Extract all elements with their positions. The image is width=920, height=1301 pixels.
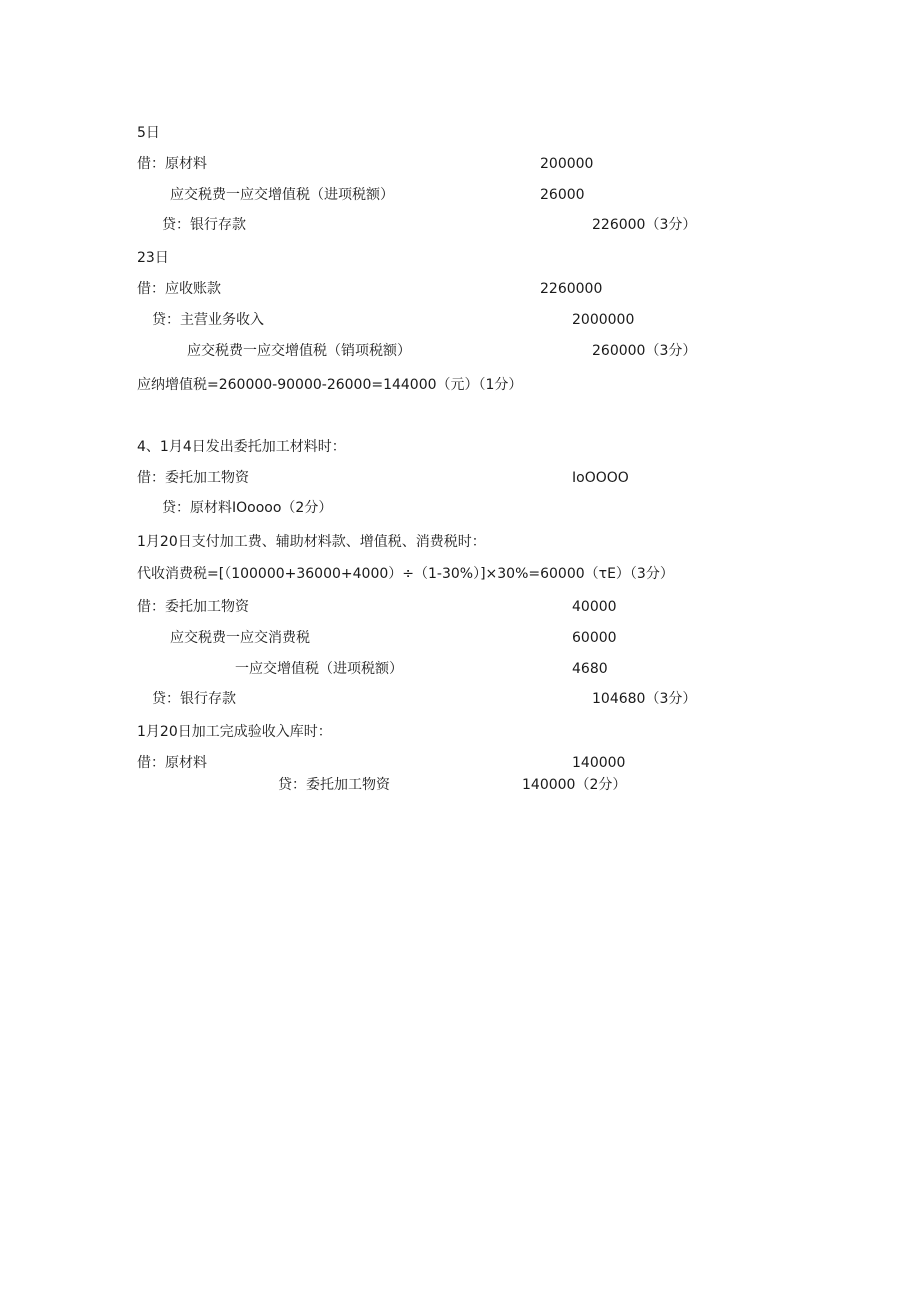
finish-heading: 1月20日加工完成验收入库时： (137, 724, 332, 740)
day5-credit-amount: 226000（3分） (592, 217, 697, 233)
day5-heading: 5日 (137, 125, 160, 141)
q4-debit-label: 借：委托加工物资 (137, 470, 249, 486)
pay-debit1-label: 借：委托加工物资 (137, 599, 249, 615)
pay-debit3-amount: 4680 (572, 661, 608, 677)
day5-credit-label: 贷：银行存款 (162, 217, 246, 233)
day5-debit1-amount: 200000 (540, 156, 594, 172)
pay-debit2-amount: 60000 (572, 630, 617, 646)
pay-heading: 1月20日支付加工费、辅助材料款、增值税、消费税时： (137, 534, 486, 550)
finish-debit-label: 借：原材料 (137, 755, 207, 771)
pay-credit-amount: 104680（3分） (592, 691, 697, 707)
finish-credit-amount: 140000（2分） (522, 777, 627, 793)
day23-credit1-label: 贷：主营业务收入 (152, 312, 264, 328)
pay-debit2-label: 应交税费一应交消费税 (170, 630, 310, 646)
q4-debit-amount: IoOOOO (572, 470, 629, 486)
finish-credit-label: 贷：委托加工物资 (278, 777, 390, 793)
pay-debit3-label: 一应交增值税（进项税额） (235, 661, 403, 677)
pay-credit-label: 贷：银行存款 (152, 691, 236, 707)
day23-heading: 23日 (137, 250, 169, 266)
day23-credit2-label: 应交税费一应交增值税（销项税额） (187, 343, 411, 359)
day5-debit2-amount: 26000 (540, 187, 585, 203)
vat-payable-line: 应纳增值税=260000-90000-26000=144000（元）（1分） (137, 377, 523, 393)
day23-credit1-amount: 2000000 (572, 312, 635, 328)
consumption-tax-line: 代收消费税=[（100000+36000+4000）÷（1-30%）]×30%=60000（τE）（3分） (137, 566, 674, 582)
finish-debit-amount: 140000 (572, 755, 626, 771)
day5-debit2-label: 应交税费一应交增值税（进项税额） (170, 187, 394, 203)
day23-credit2-amount: 260000（3分） (592, 343, 697, 359)
day23-debit-amount: 2260000 (540, 281, 603, 297)
day5-debit1-label: 借：原材料 (137, 156, 207, 172)
q4-credit-line: 贷：原材料IOoooo（2分） (162, 500, 333, 516)
day23-debit-label: 借：应收账款 (137, 281, 221, 297)
pay-debit1-amount: 40000 (572, 599, 617, 615)
q4-heading: 4、1月4日发出委托加工材料时： (137, 439, 346, 455)
